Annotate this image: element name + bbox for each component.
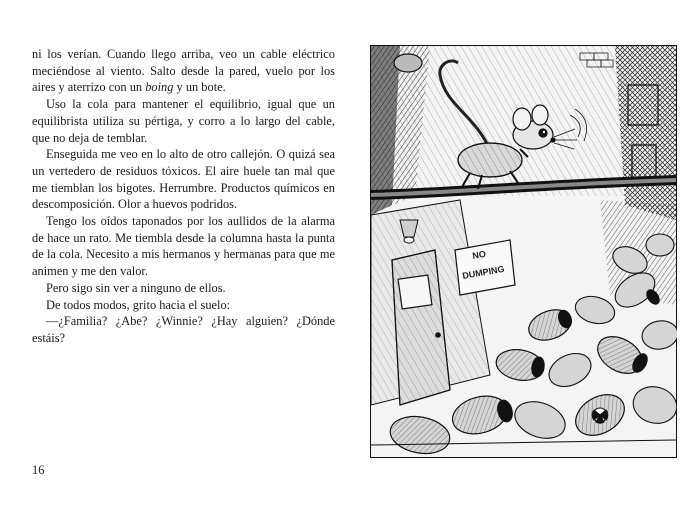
paragraph-4: Tengo los oídos taponados por los aullidos de la alarma de hace un rato. Me tiembla desde la columna hasta la punta de la cola. Necesito a mis hermanos y hermanas para que me animen y me den valor. xyxy=(32,214,335,279)
body-text xyxy=(32,46,335,347)
paragraph-3: Enseguida me veo en lo alto de otro callejón. O quizá sea un vertedero de residuos tóxicos. El aire huele tan mal que me tiemblan los bigotes. Herrumbre. Productos químicos en descomposición. Olor a huevos podridos. xyxy=(32,147,335,212)
paragraph-5: Pero sigo sin ver a ninguno de ellos. xyxy=(46,280,226,295)
sign-line-1: NO xyxy=(471,248,487,261)
sign-line-2: DUMPING xyxy=(461,263,506,281)
illustration xyxy=(370,45,677,458)
paragraph-6: De todos modos, grito hacia el suelo: xyxy=(46,297,231,312)
page-number: 16 xyxy=(32,463,45,477)
no-dumping-sign xyxy=(455,240,515,295)
paragraph-2: Uso la cola para mantener el equilibrio, igual que un equilibrista utiliza su pértiga, y corro a lo largo del cable, que no deja de temblar. xyxy=(32,97,335,145)
paragraph-1: ni los verían. Cuando llego arriba, veo un cable eléctrico meciéndose al viento. Salto desde la pared, vuelo por los aires y aterrizo con un boing y un bote. xyxy=(32,47,335,95)
paragraph-7: —¿Familia? ¿Abe? ¿Winnie? ¿Hay alguien? ¿Dónde estáis? xyxy=(32,314,335,345)
